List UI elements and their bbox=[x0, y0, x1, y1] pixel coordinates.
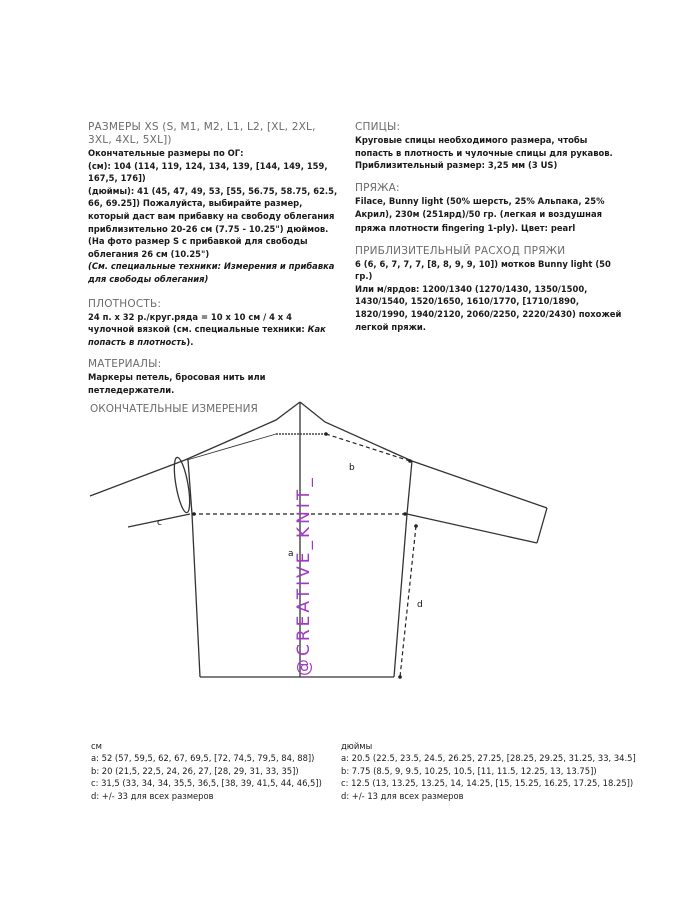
watermark: @CREATIVE_KNIT_ bbox=[294, 475, 314, 676]
measurements-in-row-c: c: 12.5 (13, 13.25, 13.25, 14, 14.25, [15, 15.25, 16.25, 17.25, 18.25]) bbox=[341, 778, 634, 789]
label-a: a bbox=[288, 549, 294, 559]
measurements-in-row-b: b: 7.75 (8.5, 9, 9.5, 10.25, 10.5, [11, 11.5, 12.25, 13, 13.75]) bbox=[341, 765, 597, 776]
right-cuff-line bbox=[537, 508, 547, 543]
measurements-cm-unit: см bbox=[91, 741, 102, 751]
yarn-text: Filace, Bunny light (50% шерсть, 25% Альпака, 25% Акрил), 230м (251ярд)/50 гр. (легкая и воздушная пряжа плотности fingering 1-ply). Цвет: pearl bbox=[355, 195, 605, 233]
arrowhead-d-start bbox=[414, 524, 418, 528]
yardage-skeins: 6 (6, 6, 7, 7, 7, [8, 8, 9, 9, 10]) мотков Bunny light (50 гр.) bbox=[355, 258, 611, 282]
final-sizes-label: Окончательные размеры по ОГ: bbox=[88, 148, 244, 158]
needles-text: Круговые спицы необходимого размера, чтобы попасть в плотность и чулочные спицы для рукавов. bbox=[355, 135, 613, 158]
left-raglan-line bbox=[187, 434, 276, 460]
materials-heading: МАТЕРИАЛЫ: bbox=[88, 358, 162, 371]
left-shoulder-line bbox=[90, 402, 300, 496]
gauge-heading: ПЛОТНОСТЬ: bbox=[88, 297, 162, 310]
measurements-cm-row-d: d: +/- 33 для всех размеров bbox=[91, 790, 214, 801]
measurements-cm-row-a: a: 52 (57, 59,5, 62, 67, 69,5, [72, 74,5, 79,5, 84, 88]) bbox=[91, 753, 315, 764]
measurements-in-unit: дюймы bbox=[341, 741, 373, 751]
yardage-meters: Или м/ярдов: 1200/1340 (1270/1430, 1350/1500, 1430/1540, 1520/1650, 1610/1770, [1710/1890, 1820/1990, 1940/2120, 2060/2250, 2220/2430) похожей легкой пряжи. bbox=[355, 283, 622, 332]
arrowhead-width-start bbox=[192, 512, 196, 516]
measurements-in-row-a: a: 20.5 (22.5, 23.5, 24.5, 26.25, 27.25, [28.25, 29.25, 31.25, 33, 34.5] bbox=[341, 753, 636, 764]
arrowhead-b-start bbox=[324, 432, 328, 436]
sizes-inches: (дюймы): 41 (45, 47, 49, 53, [55, 56.75, 58.75, 62.5, 66, 69.25]) Пожалуйста, выбирайте размер, который даст вам прибавку на свободу облегания приблизительно 20-26 см (7.75 - 10.25") дюймов. bbox=[88, 185, 338, 234]
gauge-link: Как попасть в плотность bbox=[88, 324, 326, 347]
right-sleeve-bottom-line bbox=[407, 514, 537, 543]
sweater-outline bbox=[90, 402, 547, 677]
needles-heading: СПИЦЫ: bbox=[355, 121, 401, 133]
measurements-cm-row-c: c: 31,5 (33, 34, 34, 35,5, 36,5, [38, 39, 41,5, 44, 46,5]) bbox=[91, 778, 322, 789]
arrowhead-d-end bbox=[398, 675, 402, 679]
diagram-title: ОКОНЧАТЕЛЬНЫЕ ИЗМЕРЕНИЯ bbox=[90, 403, 258, 415]
left-side-line bbox=[188, 460, 200, 677]
measurements-inches bbox=[341, 740, 636, 802]
label-b: b bbox=[349, 463, 355, 473]
measurements-cm-row-b: b: 20 (21,5, 22,5, 24, 26, 27, [28, 29, 31, 33, 35]) bbox=[91, 765, 299, 776]
yardage-heading: ПРИБЛИЗИТЕЛЬНЫЙ РАСХОД ПРЯЖИ bbox=[355, 244, 566, 257]
technique-note: (См. специальные техники: Измерения и прибавка для свободы облегания) bbox=[88, 261, 335, 284]
label-c: c bbox=[157, 518, 162, 528]
photo-note: (На фото размер S с прибавкой для свободы облегания 26 см (10.25") bbox=[88, 236, 308, 259]
sizes-cm: (см): 104 (114, 119, 124, 134, 139, [144, 149, 159, 167,5, 176]) bbox=[88, 160, 328, 184]
sizes-heading: РАЗМЕРЫ XS (S, M1, M2, L1, L2, [XL, 2XL, 3XL, 4XL, 5XL]) bbox=[88, 121, 316, 146]
measurements-cm bbox=[91, 740, 322, 802]
measure-b-line-2 bbox=[326, 434, 410, 461]
measure-d-line bbox=[400, 526, 416, 677]
arrowhead-b-end bbox=[408, 459, 412, 463]
needles-size: Приблизительный размер: 3,25 мм (3 US) bbox=[355, 160, 558, 171]
yarn-heading: ПРЯЖА: bbox=[355, 181, 400, 194]
gauge-text-main: 24 п. x 32 р./круг.ряда = 10 x 10 см / 4 x 4 чулочной вязкой (см. специальные техники: bbox=[88, 311, 308, 335]
right-shoulder-line bbox=[300, 402, 547, 508]
gauge-text-end: ). bbox=[186, 336, 194, 347]
materials-text: Маркеры петель, бросовая нить или петледержатели. bbox=[88, 372, 266, 395]
measurements-in-row-d: d: +/- 13 для всех размеров bbox=[341, 790, 464, 801]
arrowhead-width-end bbox=[403, 512, 407, 516]
label-d: d bbox=[417, 600, 423, 610]
